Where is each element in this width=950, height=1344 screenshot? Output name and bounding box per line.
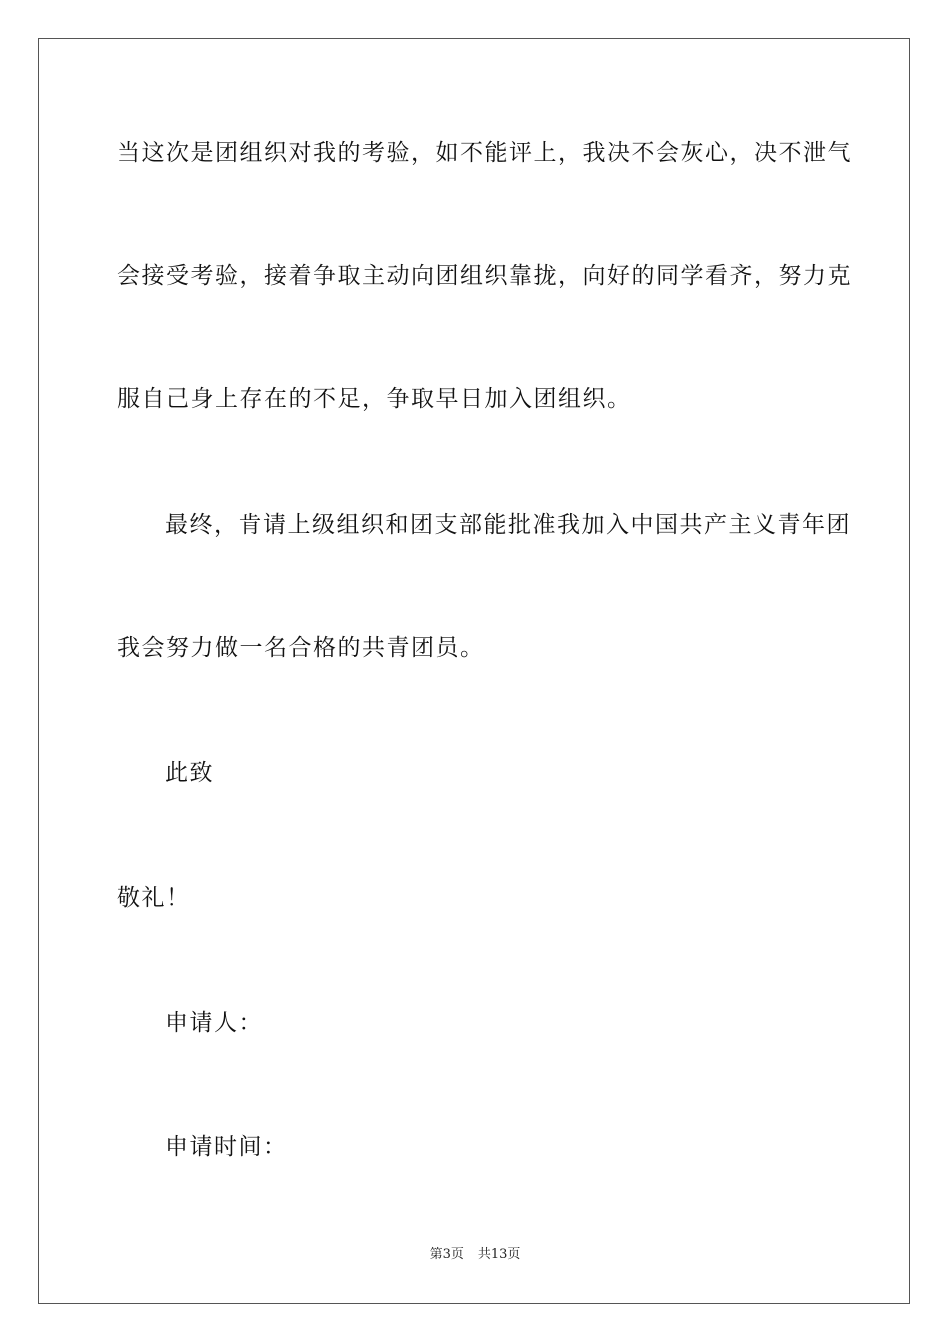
page-frame bbox=[38, 38, 910, 1304]
closing-salutation: 此致 bbox=[165, 760, 214, 786]
body-line-5: 我会努力做一名合格的共青团员。 bbox=[117, 635, 485, 661]
closing-regards: 敬礼！ bbox=[117, 885, 191, 911]
body-line-3: 服自己身上存在的不足，争取早日加入团组织。 bbox=[117, 386, 632, 412]
page-number: 第3页 bbox=[429, 1247, 464, 1262]
body-line-4: 最终，肯请上级组织和团支部能批准我加入中国共产主义青年团 bbox=[165, 512, 851, 538]
page-total: 共13页 bbox=[477, 1247, 521, 1262]
application-date-label: 申请时间： bbox=[165, 1134, 288, 1160]
body-line-1: 当这次是团组织对我的考验，如不能评上，我决不会灰心，决不泄气 bbox=[117, 140, 852, 166]
page-footer bbox=[0, 1246, 950, 1264]
applicant-label: 申请人： bbox=[165, 1010, 263, 1036]
body-line-2: 会接受考验，接着争取主动向团组织靠拢，向好的同学看齐，努力克 bbox=[117, 263, 852, 289]
